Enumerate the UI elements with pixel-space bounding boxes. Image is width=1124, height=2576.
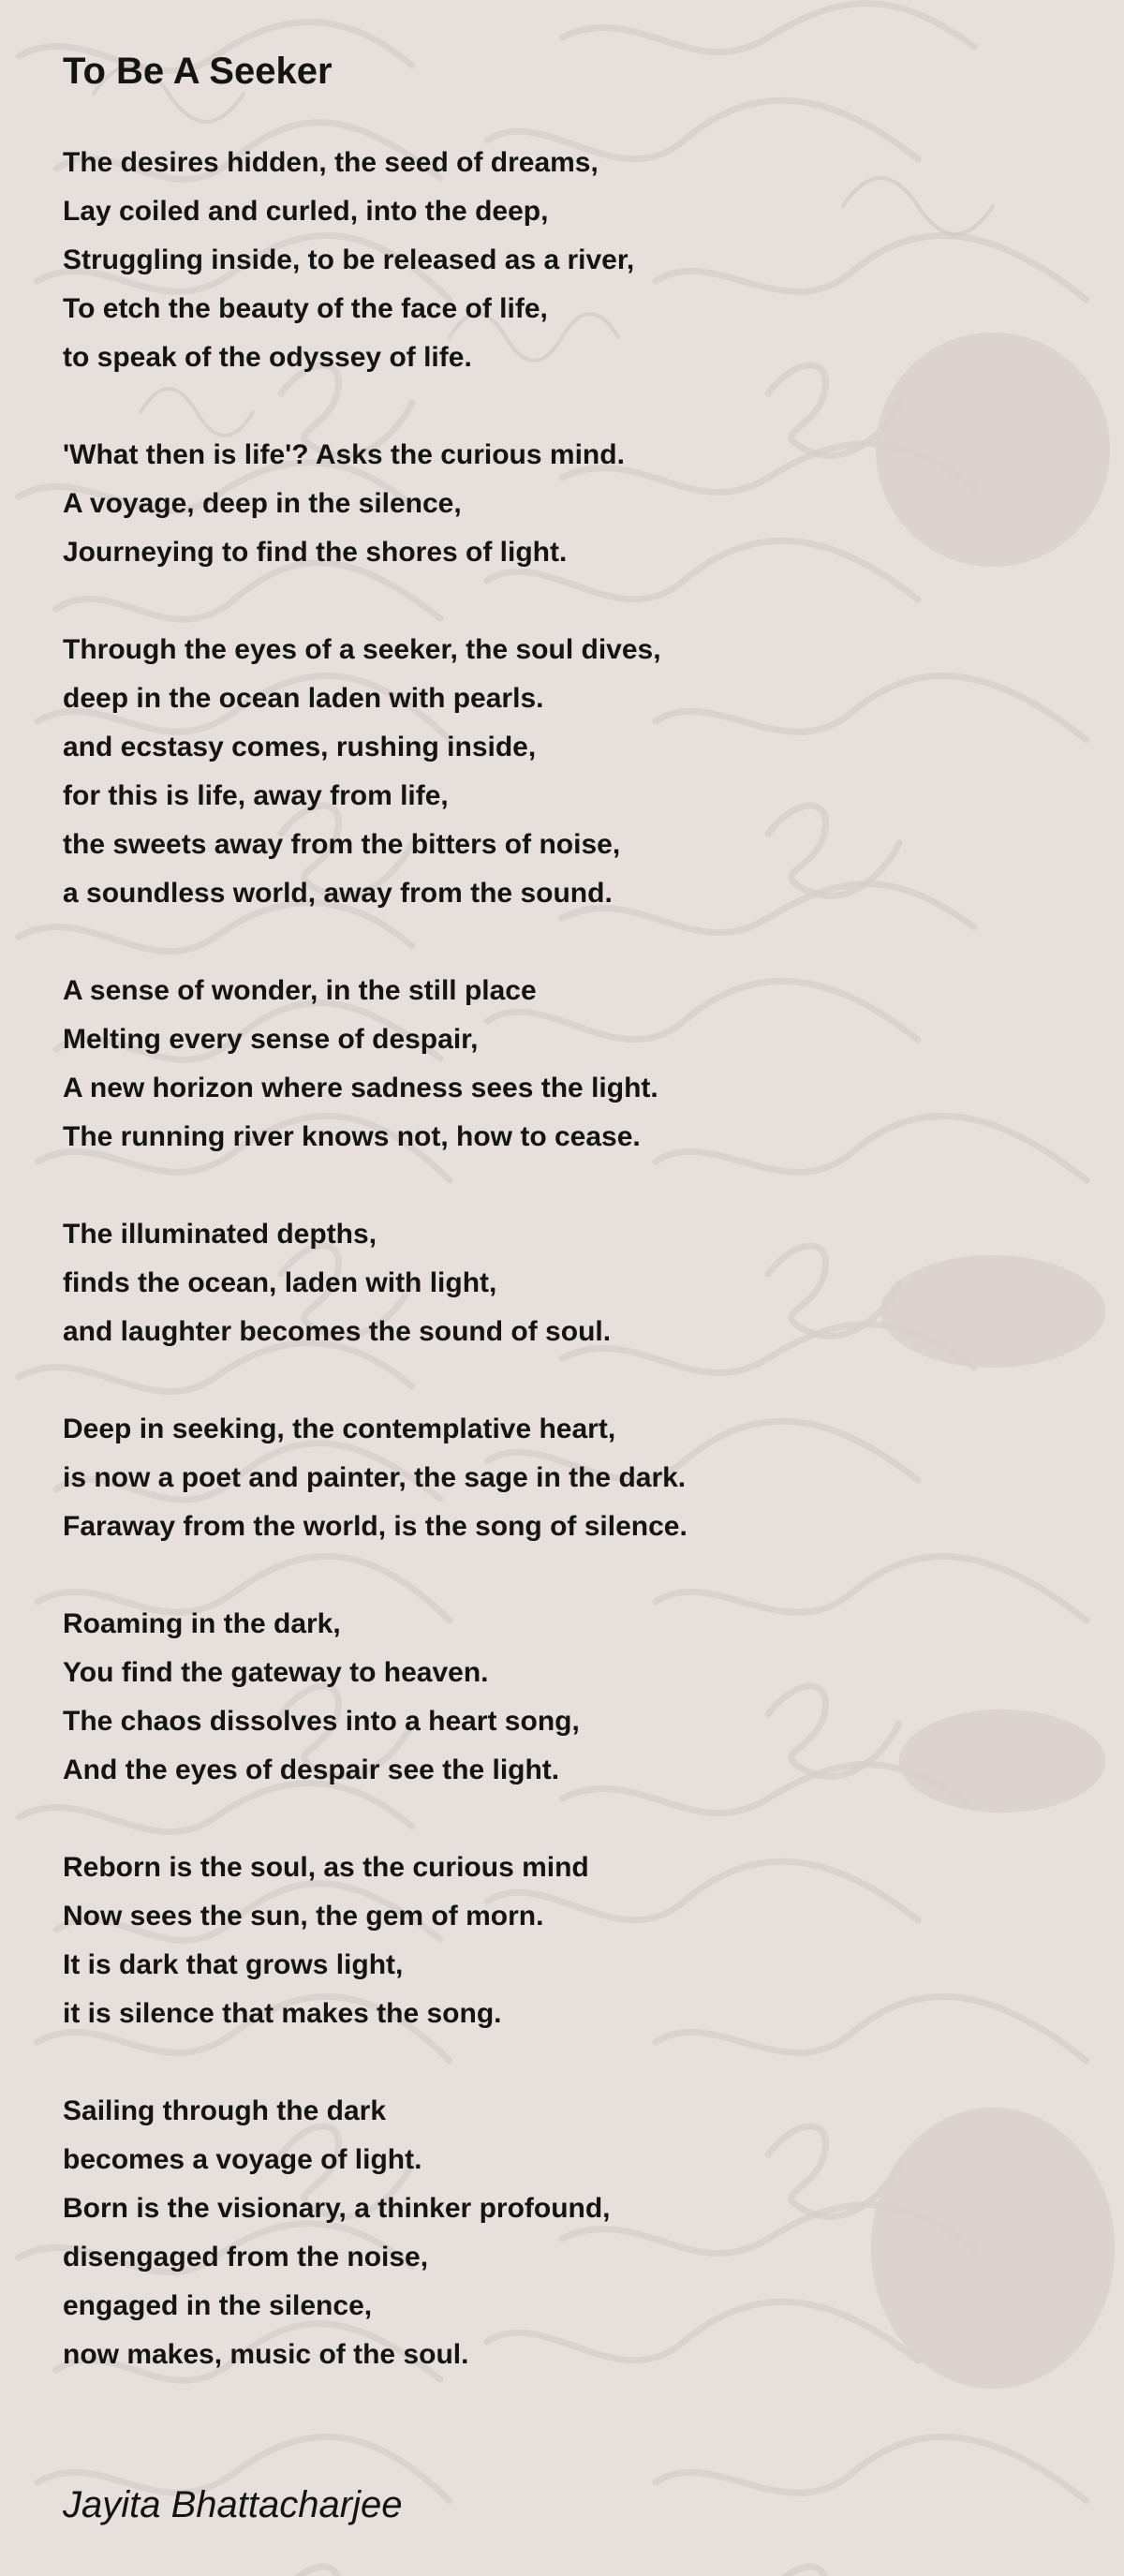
stanza xyxy=(63,1210,1056,1356)
poem-line: Born is the visionary, a thinker profound, xyxy=(63,2193,611,2224)
stanza xyxy=(63,1405,1056,1551)
poem-line: now makes, music of the soul. xyxy=(63,2339,469,2370)
poem-line: the sweets away from the bitters of noise, xyxy=(63,829,621,860)
poem-line: You find the gateway to heaven. xyxy=(63,1657,489,1688)
poem-line: and ecstasy comes, rushing inside, xyxy=(63,732,537,762)
poem-line: for this is life, away from life, xyxy=(63,780,449,811)
poem-title: To Be A Seeker xyxy=(63,51,333,92)
poem-line: It is dark that grows light, xyxy=(63,1949,404,1980)
poem-line: is now a poet and painter, the sage in the dark. xyxy=(63,1462,687,1493)
poem-line: And the eyes of despair see the light. xyxy=(63,1754,560,1785)
stanza xyxy=(63,139,1056,382)
poem-author: Jayita Bhattacharjee xyxy=(63,2484,403,2525)
poem-line: The chaos dissolves into a heart song, xyxy=(63,1706,580,1737)
stanza xyxy=(63,967,1056,1162)
poem-line: deep in the ocean laden with pearls. xyxy=(63,683,544,714)
stanza xyxy=(63,626,1056,918)
poem-line: Now sees the sun, the gem of morn. xyxy=(63,1901,544,1932)
poem-line: Reborn is the soul, as the curious mind xyxy=(63,1852,589,1883)
poem-line: Deep in seeking, the contemplative heart, xyxy=(63,1414,616,1444)
poem-line: Lay coiled and curled, into the deep, xyxy=(63,196,549,227)
poem-line: To etch the beauty of the face of life, xyxy=(63,293,548,324)
poem-line: finds the ocean, laden with light, xyxy=(63,1267,497,1298)
poem-line: disengaged from the noise, xyxy=(63,2242,429,2273)
poem-line: Through the eyes of a seeker, the soul dives, xyxy=(63,634,661,665)
poem-line: Melting every sense of despair, xyxy=(63,1024,479,1055)
poem-line: Journeying to find the shores of light. xyxy=(63,537,568,568)
poem-line: becomes a voyage of light. xyxy=(63,2144,422,2175)
poem-line: Faraway from the world, is the song of silence. xyxy=(63,1511,688,1542)
poem-line: The illuminated depths, xyxy=(63,1219,377,1250)
poem-line: A new horizon where sadness sees the light. xyxy=(63,1073,658,1103)
poem-line: Struggling inside, to be released as a river, xyxy=(63,244,635,275)
poem-line: Roaming in the dark, xyxy=(63,1608,341,1639)
poem-line: A voyage, deep in the silence, xyxy=(63,488,462,519)
poem-line: Sailing through the dark xyxy=(63,2095,387,2126)
poem-line: engaged in the silence, xyxy=(63,2290,373,2321)
poem-line: The running river knows not, how to cease. xyxy=(63,1121,641,1152)
stanza xyxy=(63,1600,1056,1795)
poem-line: 'What then is life'? Asks the curious mind. xyxy=(63,439,625,470)
poem-line: The desires hidden, the seed of dreams, xyxy=(63,147,599,178)
stanza xyxy=(63,431,1056,577)
stanza xyxy=(63,1843,1056,2038)
poem-line: to speak of the odyssey of life. xyxy=(63,342,472,373)
poem-line: it is silence that makes the song. xyxy=(63,1998,502,2029)
poem-line: a soundless world, away from the sound. xyxy=(63,878,613,909)
poem-line: and laughter becomes the sound of soul. xyxy=(63,1316,612,1347)
stanza xyxy=(63,2087,1056,2379)
poem-line: A sense of wonder, in the still place xyxy=(63,975,537,1006)
poem-body xyxy=(63,139,1056,2428)
